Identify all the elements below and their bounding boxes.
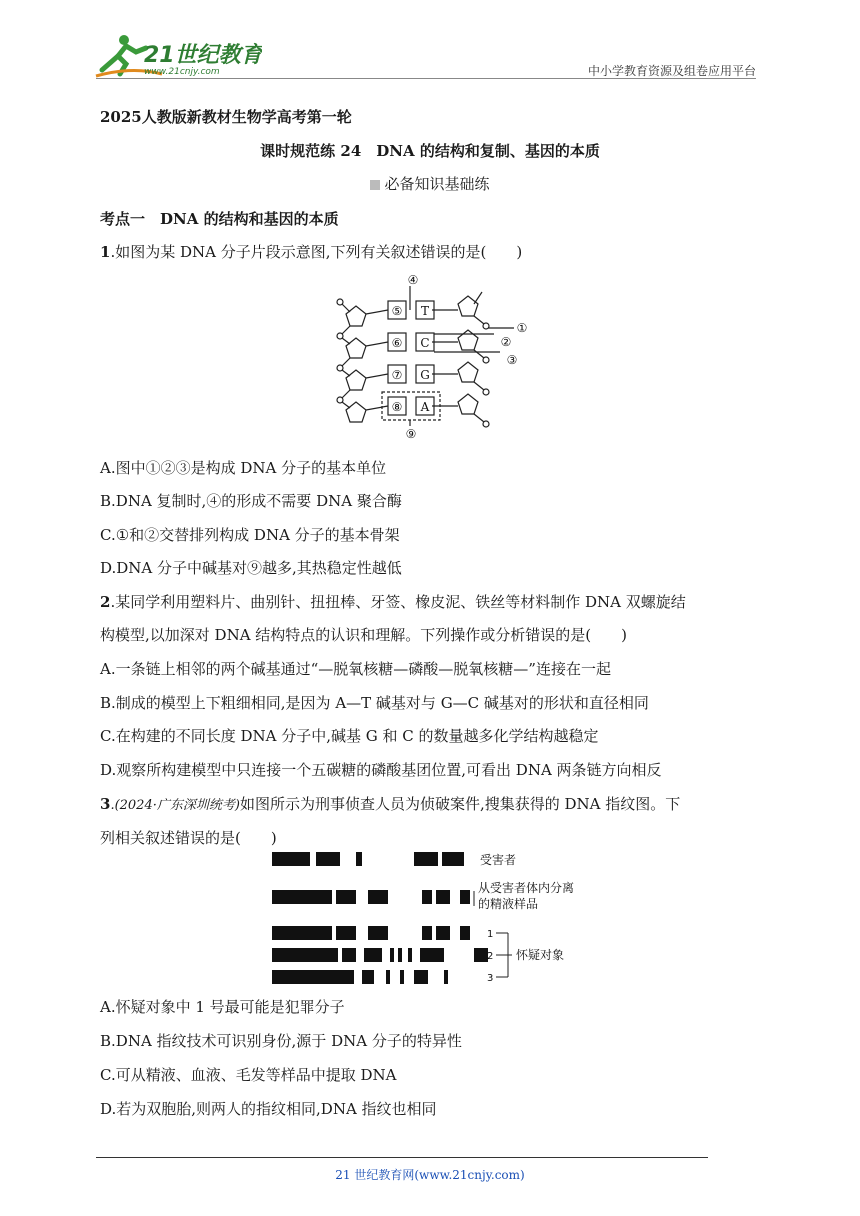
topic-heading: 考点一 DNA 的结构和基因的本质: [100, 210, 339, 228]
fig-suspect-1: 1: [487, 929, 494, 940]
fig-label-3: ③: [506, 353, 518, 367]
fig-label-1: ①: [516, 321, 528, 335]
dna-fingerprint-figure: [268, 848, 598, 990]
q3-option-a: A.怀疑对象中 1 号最可能是犯罪分子: [100, 998, 345, 1016]
fig-base-A: A: [420, 400, 430, 414]
fig-label-4: ④: [407, 273, 419, 287]
q2-option-b: B.制成的模型上下粗细相同,是因为 A—T 碱基对与 G—C 碱基对的形状和直径相同: [100, 694, 649, 712]
series-title: 2025人教版新教材生物学高考第一轮: [100, 108, 352, 126]
fig-suspect-3: 3: [487, 973, 494, 984]
fig-base-G: G: [420, 368, 430, 382]
logo: [92, 30, 262, 80]
q1-stem: [100, 241, 522, 262]
header-divider: [96, 78, 756, 79]
fig-base-C: C: [420, 336, 430, 350]
q1-number: 1: [100, 243, 111, 261]
fig-victim-label: 受害者: [480, 853, 517, 867]
q2-option-d: D.观察所构建模型中只连接一个五碳糖的磷酸基团位置,可看出 DNA 两条链方向相反: [100, 761, 662, 779]
q1-option-c: C.①和②交替排列构成 DNA 分子的基本骨架: [100, 526, 400, 544]
q3-number: 3: [100, 795, 111, 813]
q3-option-c: C.可从精液、血液、毛发等样品中提取 DNA: [100, 1066, 397, 1084]
q2-stem-line2: 构模型,以加深对 DNA 结构特点的认识和理解。下列操作或分析错误的是( ): [100, 626, 627, 644]
logo-url: www.21cnjy.com: [144, 67, 220, 77]
fig-label-2: ②: [500, 335, 512, 349]
section-icon: [370, 180, 380, 190]
q2-option-a: A.一条链上相邻的两个碱基通过“—脱氧核糖—磷酸—脱氧核糖—”连接在一起: [100, 660, 611, 678]
lesson-title: 课时规范练 24 DNA 的结构和复制、基因的本质: [260, 142, 600, 160]
fig-base-T: T: [420, 304, 430, 318]
right-strand: [458, 292, 514, 427]
q3-stem-line2: 列相关叙述错误的是( ): [100, 829, 277, 847]
footer-text: 21 世纪教育网(www.21cnjy.com): [335, 1168, 525, 1182]
q1-option-d: D.DNA 分子中碱基对⑨越多,其热稳定性越低: [100, 559, 402, 577]
fig-label-6: ⑥: [391, 336, 403, 350]
section-label-text: 必备知识基础练: [384, 175, 490, 193]
fig-label-5: ⑤: [391, 304, 403, 318]
header-platform-text: 中小学教育资源及组卷应用平台: [587, 64, 756, 78]
q3-text-1: 如图所示为刑事侦查人员为侦破案件,搜集获得的 DNA 指纹图。下: [239, 795, 681, 813]
fig-suspects-label: 怀疑对象: [516, 948, 565, 962]
q1-option-b: B.DNA 复制时,④的形成不需要 DNA 聚合酶: [100, 492, 402, 510]
left-strand: [337, 299, 366, 422]
q2-stem-line1: [100, 591, 686, 612]
footer-divider: [96, 1157, 708, 1158]
q2-number: 2: [100, 593, 111, 611]
q3-stem-line1: [100, 793, 680, 814]
q2-option-c: C.在构建的不同长度 DNA 分子中,碱基 G 和 C 的数量越多化学结构越稳定: [100, 727, 599, 745]
logo-text: 21世纪教育: [144, 43, 262, 68]
q3-option-b: B.DNA 指纹技术可识别身份,源于 DNA 分子的特异性: [100, 1032, 462, 1050]
section-label: [0, 173, 860, 194]
fig-suspect-2: 2: [487, 951, 494, 962]
q1-option-a: A.图中①②③是构成 DNA 分子的基本单位: [100, 459, 387, 477]
fig-label-8: ⑧: [391, 400, 403, 414]
fig-sample-label-2: 的精液样品: [478, 897, 539, 911]
fig-sample-label-1: 从受害者体内分离: [478, 881, 575, 895]
q1-text: .如图为某 DNA 分子片段示意图,下列有关叙述错误的是( ): [110, 243, 523, 261]
q3-option-d: D.若为双胞胎,则两人的指纹相同,DNA 指纹也相同: [100, 1100, 437, 1118]
fig-label-7: ⑦: [391, 368, 403, 382]
fig-label-9: ⑨: [405, 427, 417, 440]
q3-source: .(2024·广东深圳统考): [110, 798, 240, 813]
dna-fragment-figure: [320, 270, 540, 440]
q2-text-1: .某同学利用塑料片、曲别针、扭扭棒、牙签、橡皮泥、铁丝等材料制作 DNA 双螺旋结: [110, 593, 686, 611]
